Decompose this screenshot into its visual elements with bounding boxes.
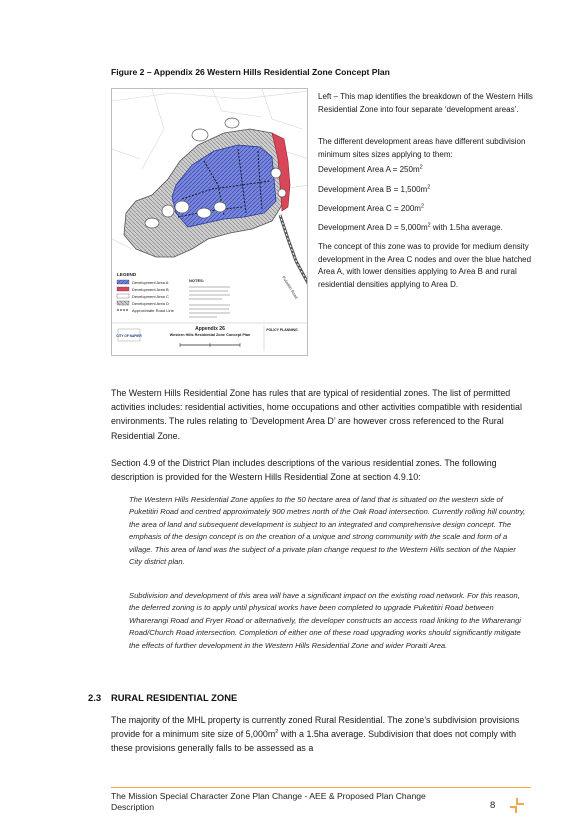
legend-swatch-a bbox=[117, 280, 129, 284]
section-number: 2.3 bbox=[88, 692, 102, 703]
legend-item-road: Approximate Road Line bbox=[132, 308, 174, 313]
plan-title: Appendix 26 bbox=[195, 326, 225, 332]
title-block bbox=[112, 323, 308, 351]
footer-rule bbox=[111, 787, 531, 788]
area-a-text: Development Area A = 250m bbox=[318, 165, 420, 174]
area-a-line bbox=[318, 164, 542, 177]
legend-swatch-b bbox=[117, 287, 129, 291]
legend-item-c: Development Area C bbox=[132, 294, 169, 299]
concept-plan-map bbox=[111, 88, 308, 356]
concept-plan-drawing bbox=[112, 89, 308, 356]
page-number: 8 bbox=[490, 800, 496, 811]
sq-superscript: 2 bbox=[427, 184, 431, 191]
area-b-text: Development Area B = 1,500m bbox=[318, 185, 428, 194]
sq-superscript: 2 bbox=[419, 164, 423, 171]
area-b-line bbox=[318, 184, 542, 197]
road-label: Puketitiri Road bbox=[281, 274, 300, 300]
plan-subtitle: Western Hills Residential Zone Concept Plan bbox=[169, 333, 251, 337]
map-notes bbox=[189, 278, 230, 317]
section-para-1a: The majority of the MHL property is currently zoned Rural Residential. The zone’s subdivision provisions provide for a minimum site size of 5,000m bbox=[111, 715, 520, 740]
section-para-1 bbox=[111, 713, 529, 756]
quote-para-1: The Western Hills Residential Zone applies to the 50 hectare area of land that is situated on the western side of Puketitiri Road and centred approximately 900 metres north of the Oak Road intersection. Currently rolling hill country, the area of land and subsequent development is subject to an integrated and comprehensive design concept. The emphasis of the design concept is on the creation of a unique and strong community with the scale and form of a village. This area of land was the subject of a private plan change request to the Western Hills section of the Napier City district plan. bbox=[129, 495, 526, 567]
quote-para-2: Subdivision and development of this area will have a significant impact on the existing road network. For this reason, the deferred zoning is to apply until physical works have been completed to upgrade Puketitiri Road between Wharerangi Road and Fryer Road or alternatively, the developer constructs an access road linking to the Wharerangi Road/Church Road intersection. Completion of either one of these road upgrading works should significantly mitigate the effects of further development in the Western Hills Residential Zone and wider Poraiti Area. bbox=[129, 591, 521, 650]
legend-item-a: Development Area A bbox=[132, 280, 169, 285]
notes-heading: NOTES: bbox=[189, 278, 205, 283]
legend-swatch-c bbox=[117, 294, 129, 298]
area-c-line bbox=[318, 203, 542, 216]
sq-superscript: 2 bbox=[275, 729, 279, 736]
legend-item-d: Development Area D bbox=[132, 301, 169, 306]
figure-title: Figure 2 – Appendix 26 Western Hills Residential Zone Concept Plan bbox=[111, 67, 390, 77]
side-para-3: The concept of this zone was to provide for medium density development in the Area C nodes and over the blue hatched Area A, with lower densities applying to Area B and rural residential densities applying to Area D. bbox=[318, 242, 532, 289]
body-para-1: The Western Hills Residential Zone has rules that are typical of residential zones. The list of permitted activities includes: residential activities, home occupations and other activities compatible with residential environments. The rules relating to ‘Development Area D’ are however cross referenced to the Rural Residential Zone. bbox=[111, 388, 522, 441]
area-c-text: Development Area C = 200m bbox=[318, 204, 421, 213]
side-para-2: The different development areas have different subdivision minimum sites sizes applying to them: bbox=[318, 137, 526, 159]
body-para-2: Section 4.9 of the District Plan includes descriptions of the various residential zones. The following description is provided for the Western Hills Residential Zone at section 4.9.10: bbox=[111, 458, 497, 483]
area-d-text: Development Area D = 5,000m bbox=[318, 223, 428, 232]
side-para-1: Left – This map identifies the breakdown of the Western Hills Residential Zone into four separate ‘development areas’. bbox=[318, 92, 533, 114]
legend-item-b: Development Area B bbox=[132, 287, 169, 292]
legend-swatch-d bbox=[117, 301, 129, 305]
area-d-line bbox=[318, 222, 542, 235]
area-d-suffix: with 1.5ha average. bbox=[430, 223, 503, 232]
map-legend bbox=[117, 272, 175, 313]
section-para-1b: with a 1.5ha average. Subdivision that does not comply with these provisions generally falls to be assessed as a bbox=[111, 729, 517, 754]
logo-text: CITY OF NAPIER bbox=[116, 334, 142, 338]
sq-superscript: 2 bbox=[420, 203, 425, 210]
legend-heading: LEGEND bbox=[117, 272, 137, 277]
policy-stamp: POLICY PLANNING bbox=[266, 328, 298, 332]
footer-title: The Mission Special Character Zone Plan Change - AEE & Proposed Plan Change Description bbox=[111, 791, 426, 813]
sq-superscript: 2 bbox=[427, 222, 431, 229]
section-title: RURAL RESIDENTIAL ZONE bbox=[111, 692, 238, 703]
brand-mark-icon bbox=[507, 796, 527, 814]
